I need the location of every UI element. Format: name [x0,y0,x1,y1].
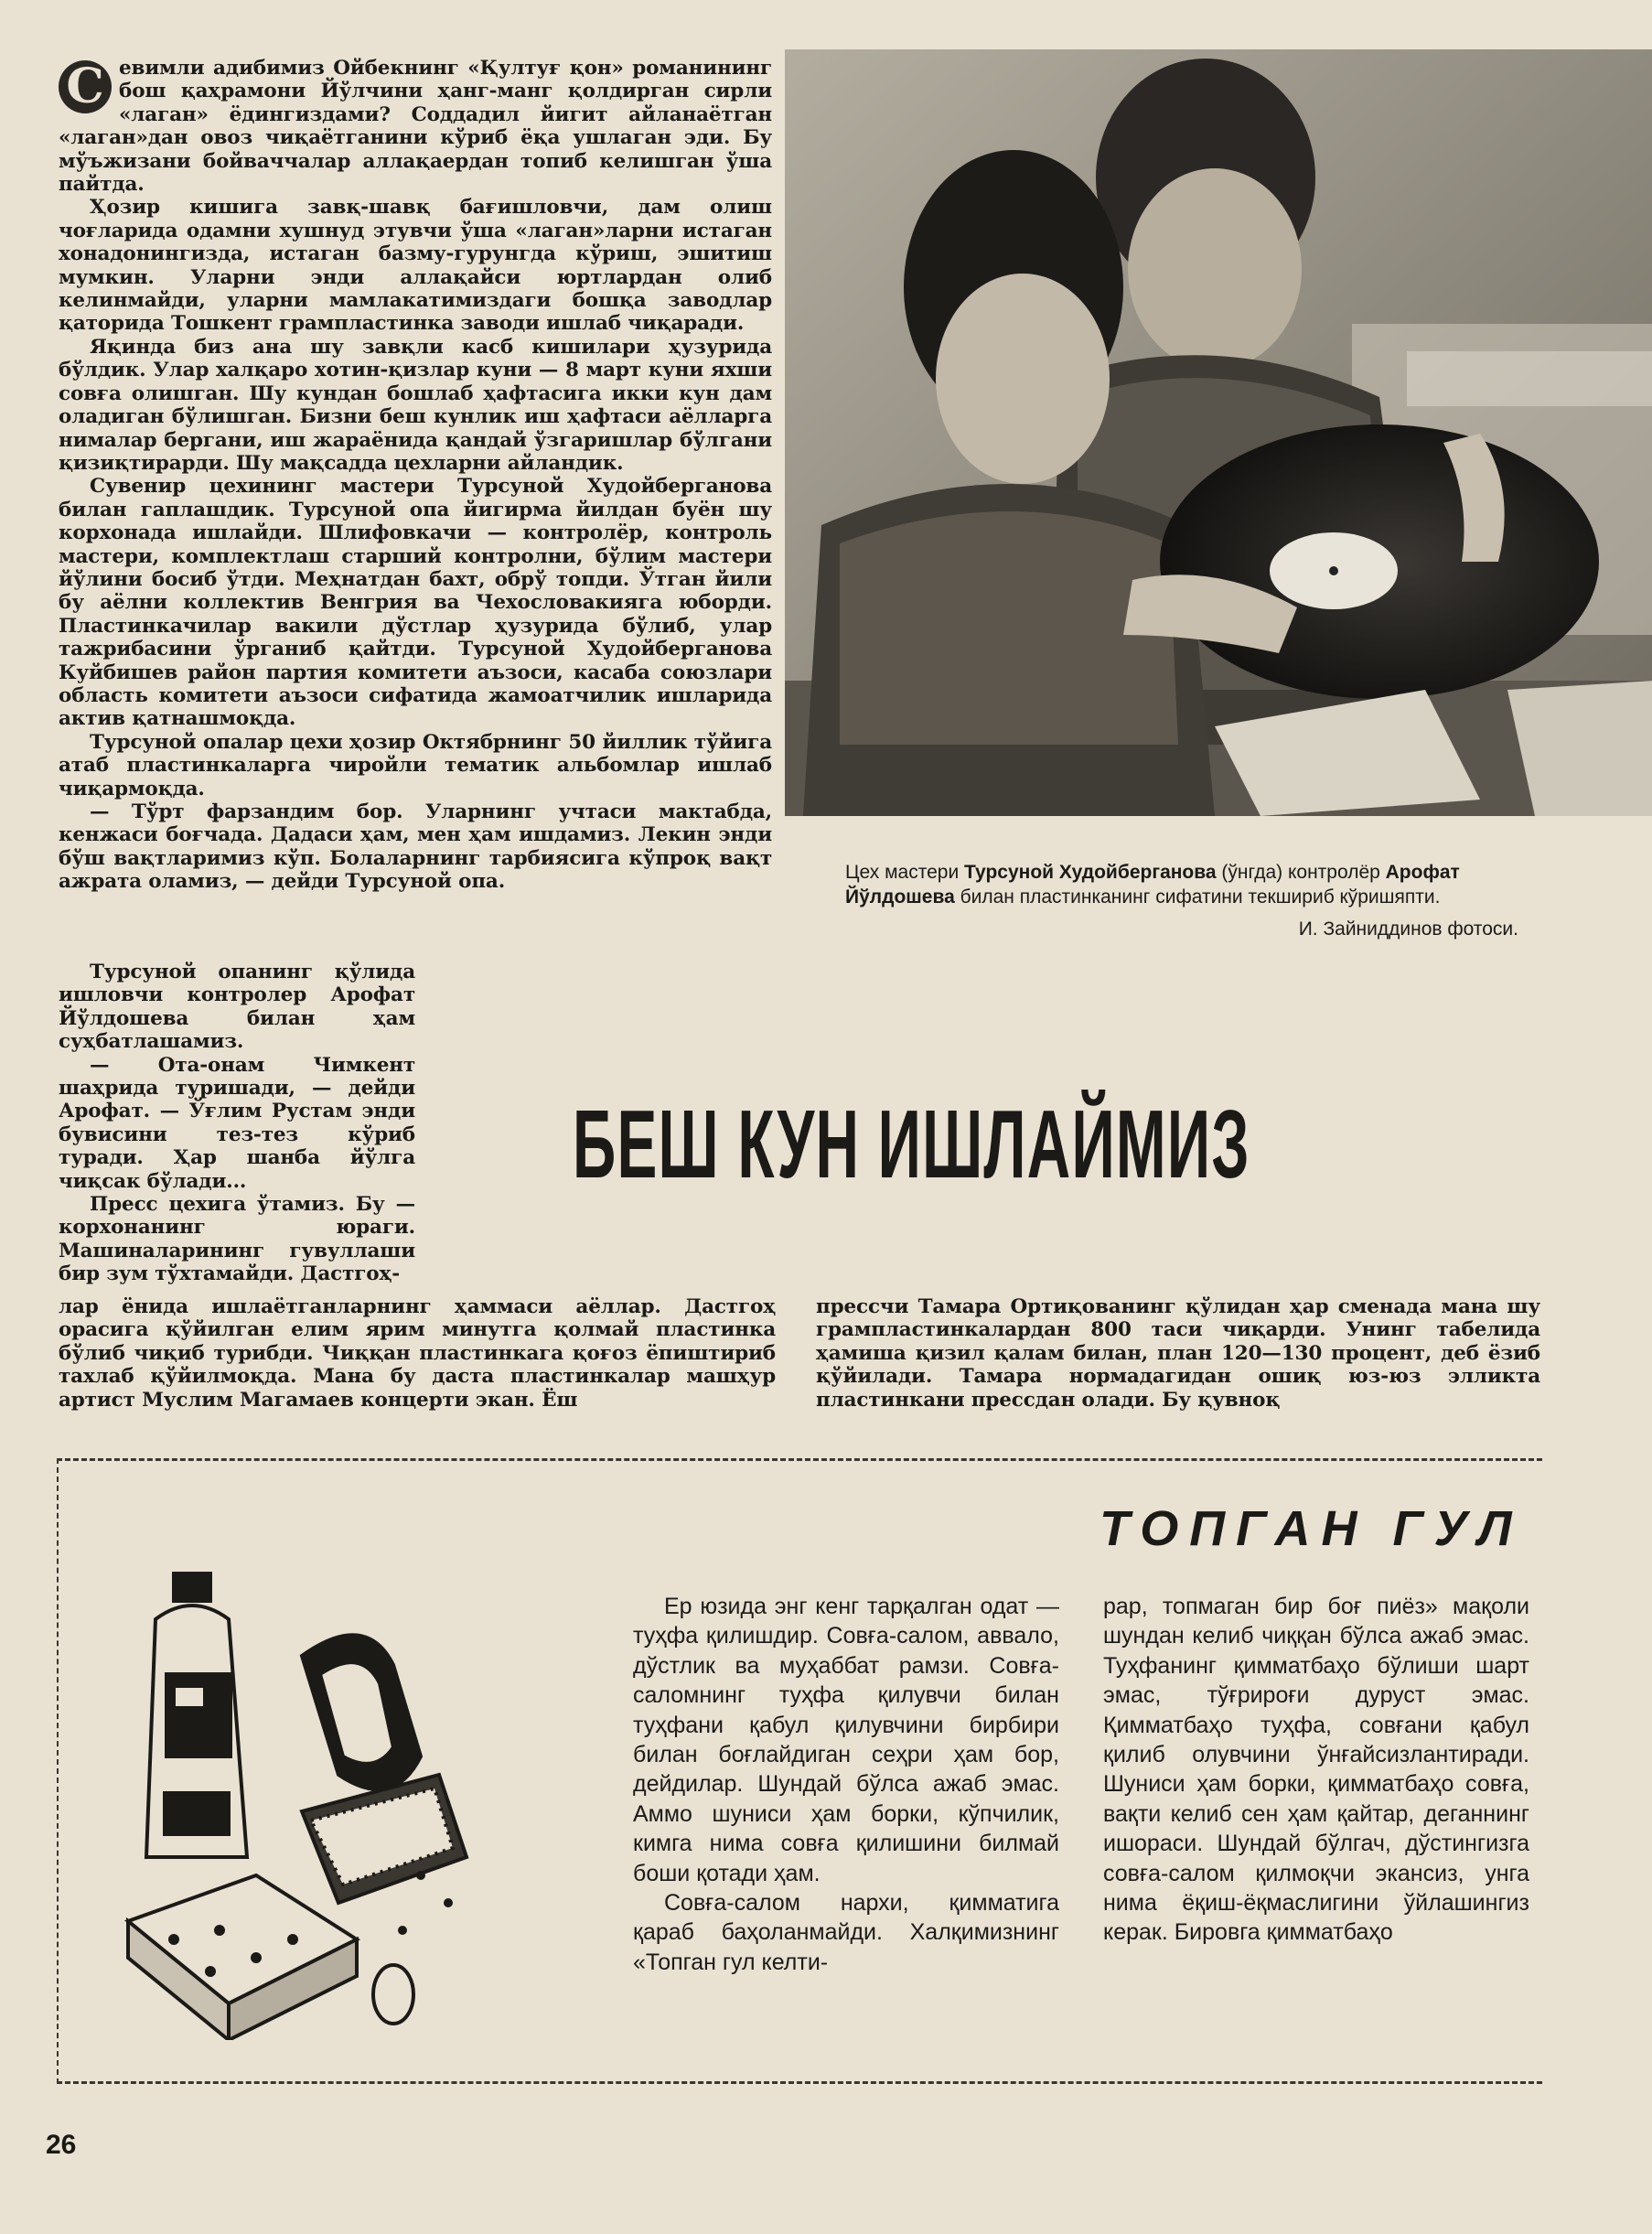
article-photo [785,49,1652,816]
paragraph: рар, топмаган бир боғ пиёз» мақоли шундан келиб чиққан бўлса ажаб эмас. Туҳфанинг қимматбаҳо бўлиши шарт эмас, тўғрироғи дуруст эмас. Қимматбаҳо туҳфа, совғани қабул қилиб олувчини ўнғайсизлантиради. Шуниси ҳам борки, қимматбаҳо совға, вақти келиб сен ҳам қайтар, деганнинг ишораси. Шундай бўлгач, дўстингизга совға-салом қилмоқчи экансиз, унга нима ёқиш-ёқмаслигини ўйлашингиз керак. Бировга қимматбаҳо [1103,1594,1529,1946]
article-column-1 [59,57,772,894]
paragraph: Турсуной опалар цехи ҳозир Октябрнинг 50 йиллик тўйига атаб пластинкаларга чиройли тематик альбомлар ишлаб чиқармоқда. [59,730,772,800]
paragraph: прессчи Тамара Ортиқованинг қўлидан ҳар сменада мана шу грампластинкалардан 800 таси чиқарди. Унинг табелида ҳамиша қизил қалам билан, план 120—130 процент, деб ёзиб қўйилади. Тамара нормадагидан ошиқ юз-юз элликта пластинкани прессдан олади. Бу қувноқ [816,1295,1540,1412]
article-headline: БЕШ КУН ИШЛАЙМИЗ [573,1090,1250,1198]
feature-title: ТОПГАН ГУЛ [1100,1501,1523,1556]
paragraph: лар ёнида ишлаётганларнинг ҳаммаси аёллар. Дастгоҳ орасига қўйилган елим ярим минутга қолмай пластинка бўлиб чиқиб турибди. Чиққан пластинкага қоғоз ёпиштириб тахлаб қўйилмоқда. Мана бу даста пластинкалар машҳур артист Муслим Магамаев концерти экан. Ёш [59,1295,776,1412]
paragraph: Пресс цехига ўтамиз. Бу — корхонанинг юраги. Машиналарининг гувуллаши бир зум тўхтамайди. Дастгоҳ- [59,1193,415,1286]
photo-credit: И. Зайниддинов фотоси. [1298,918,1518,940]
gift-illustration [119,1555,613,2040]
article-column-bottom-left [59,1295,776,1412]
drop-cap: С [59,60,112,113]
paragraph: Сувенир цехининг мастери Турсуной Худойберганова билан гаплашдик. Турсуной опа йигирма йилдан буён шу корхонада ишлайди. Шлифовкачи — контролёр, контроль мастери, комплектлаш старший контролни, бўлим мастери йўлини босиб ўтди. Меҳнатдан бахт, обрў топди. Ўтган йили бу аёлни коллектив Венгрия ва Чехословакияга юборди. Пластинкачилар вакили дўстлар ҳузурида бўлиб, улар тажрибасини ўрганиб қайтди. Турсуной Худойберганова Куйбишев район партия комитети аъзоси, касаба союзлари область комитети аъзоси сифатида жамоатчилик ишларида актив қатнашмоқда. [59,475,772,731]
paragraph: — Тўрт фарзандим бор. Уларнинг учтаси мактабда, кенжаси боғчада. Дадаси ҳам, мен ҳам ишдамиз. Лекин энди бўш вақтларимиз кўп. Болаларнинг тарбиясига кўпроқ вақт ажрата оламиз, — дейди Турсуной опа. [59,800,772,894]
caption-name: Турсуной Худойберганова [964,862,1217,883]
caption-name: Арофат Йўлдошева [845,862,1460,908]
paragraph: Ер юзида энг кенг тарқалган одат — туҳфа қилишдир. Совға-салом, аввало, дўстлик ва муҳаббат рамзи. Совға-саломнинг туҳфа қилувчи билан туҳфани қабул қилувчини бирбири билан боғлайдиган сеҳри ҳам бор, дейдилар. Шундай бўлса ажаб эмас. Аммо шуниси ҳам борки, кўпчилик, кимга нима совға қилишини билмай боши қотади ҳам. [633,1594,1059,1886]
photo-two-women-with-record [785,49,1652,816]
article-column-narrow [59,961,415,1286]
feature-column-b [1103,1592,1529,1948]
paragraph: Совға-салом нархи, қимматига қараб баҳоланмайди. Халқимизнинг «Топган гул келти- [633,1890,1059,1975]
paragraph: евимли адибимиз Ойбекнинг «Қултуғ қон» романининг бош қаҳрамони Йўлчини ҳанг-манг қолдирган сирли «лаган» ёдингиздами? Соддадил йигит айланаётган «лаган»дан овоз чиқаётганини кўриб ёқа ушлаган эди. Бу мўъжизани бойваччалар аллақаердан топиб келишган ўша пайтда. [59,57,772,197]
paragraph: — Ота-онам Чимкент шаҳрида туришади, — дейди Арофат. — Ўғлим Рустам энди бувисини тез-тез кўриб туради. Ҳар шанба йўлга чиқсак бўлади... [59,1053,415,1193]
photo-caption [845,860,1518,941]
feature-column-a [633,1592,1059,1977]
caption-text: Цех мастери Турсуной Худойберганова (ўнгда) контролёр Арофат Йўлдошева билан пластинканинг сифатини текшириб кўришяпти. [845,862,1460,908]
paragraph: Яқинда биз ана шу завқли касб кишилари ҳузурида бўлдик. Улар халқаро хотин-қизлар куни — 8 март куни яхши совға олишган. Шу кундан бошлаб ҳафтасига икки кун дам оладиган бўлишган. Бизни беш кунлик иш ҳафтаси аёлларга нималар бергани, иш жараёнида қандай ўзгаришлар бўлгани қизиқтирарди. Шу мақсадда цехларни айландик. [59,335,772,475]
page-number: 26 [46,2130,77,2160]
article-column-bottom-right [816,1295,1540,1412]
paragraph: Турсуной опанинг қўлида ишловчи контролер Арофат Йўлдошева билан ҳам суҳбатлашамиз. [59,961,415,1054]
paragraph: Ҳозир кишига завқ-шавқ бағишловчи, дам олиш чоғларида одамни хушнуд этувчи ўша «лаган»ларни истаган хонадонингизда, истаган базму-гурунгда кўриш, эшитиш мумкин. Уларни энди аллақайси юртлардан олиб келинмайди, уларни мамлакатимиздаги бошқа заводлар қаторида Тошкент грампластинка заводи ишлаб чиқаради. [59,196,772,336]
